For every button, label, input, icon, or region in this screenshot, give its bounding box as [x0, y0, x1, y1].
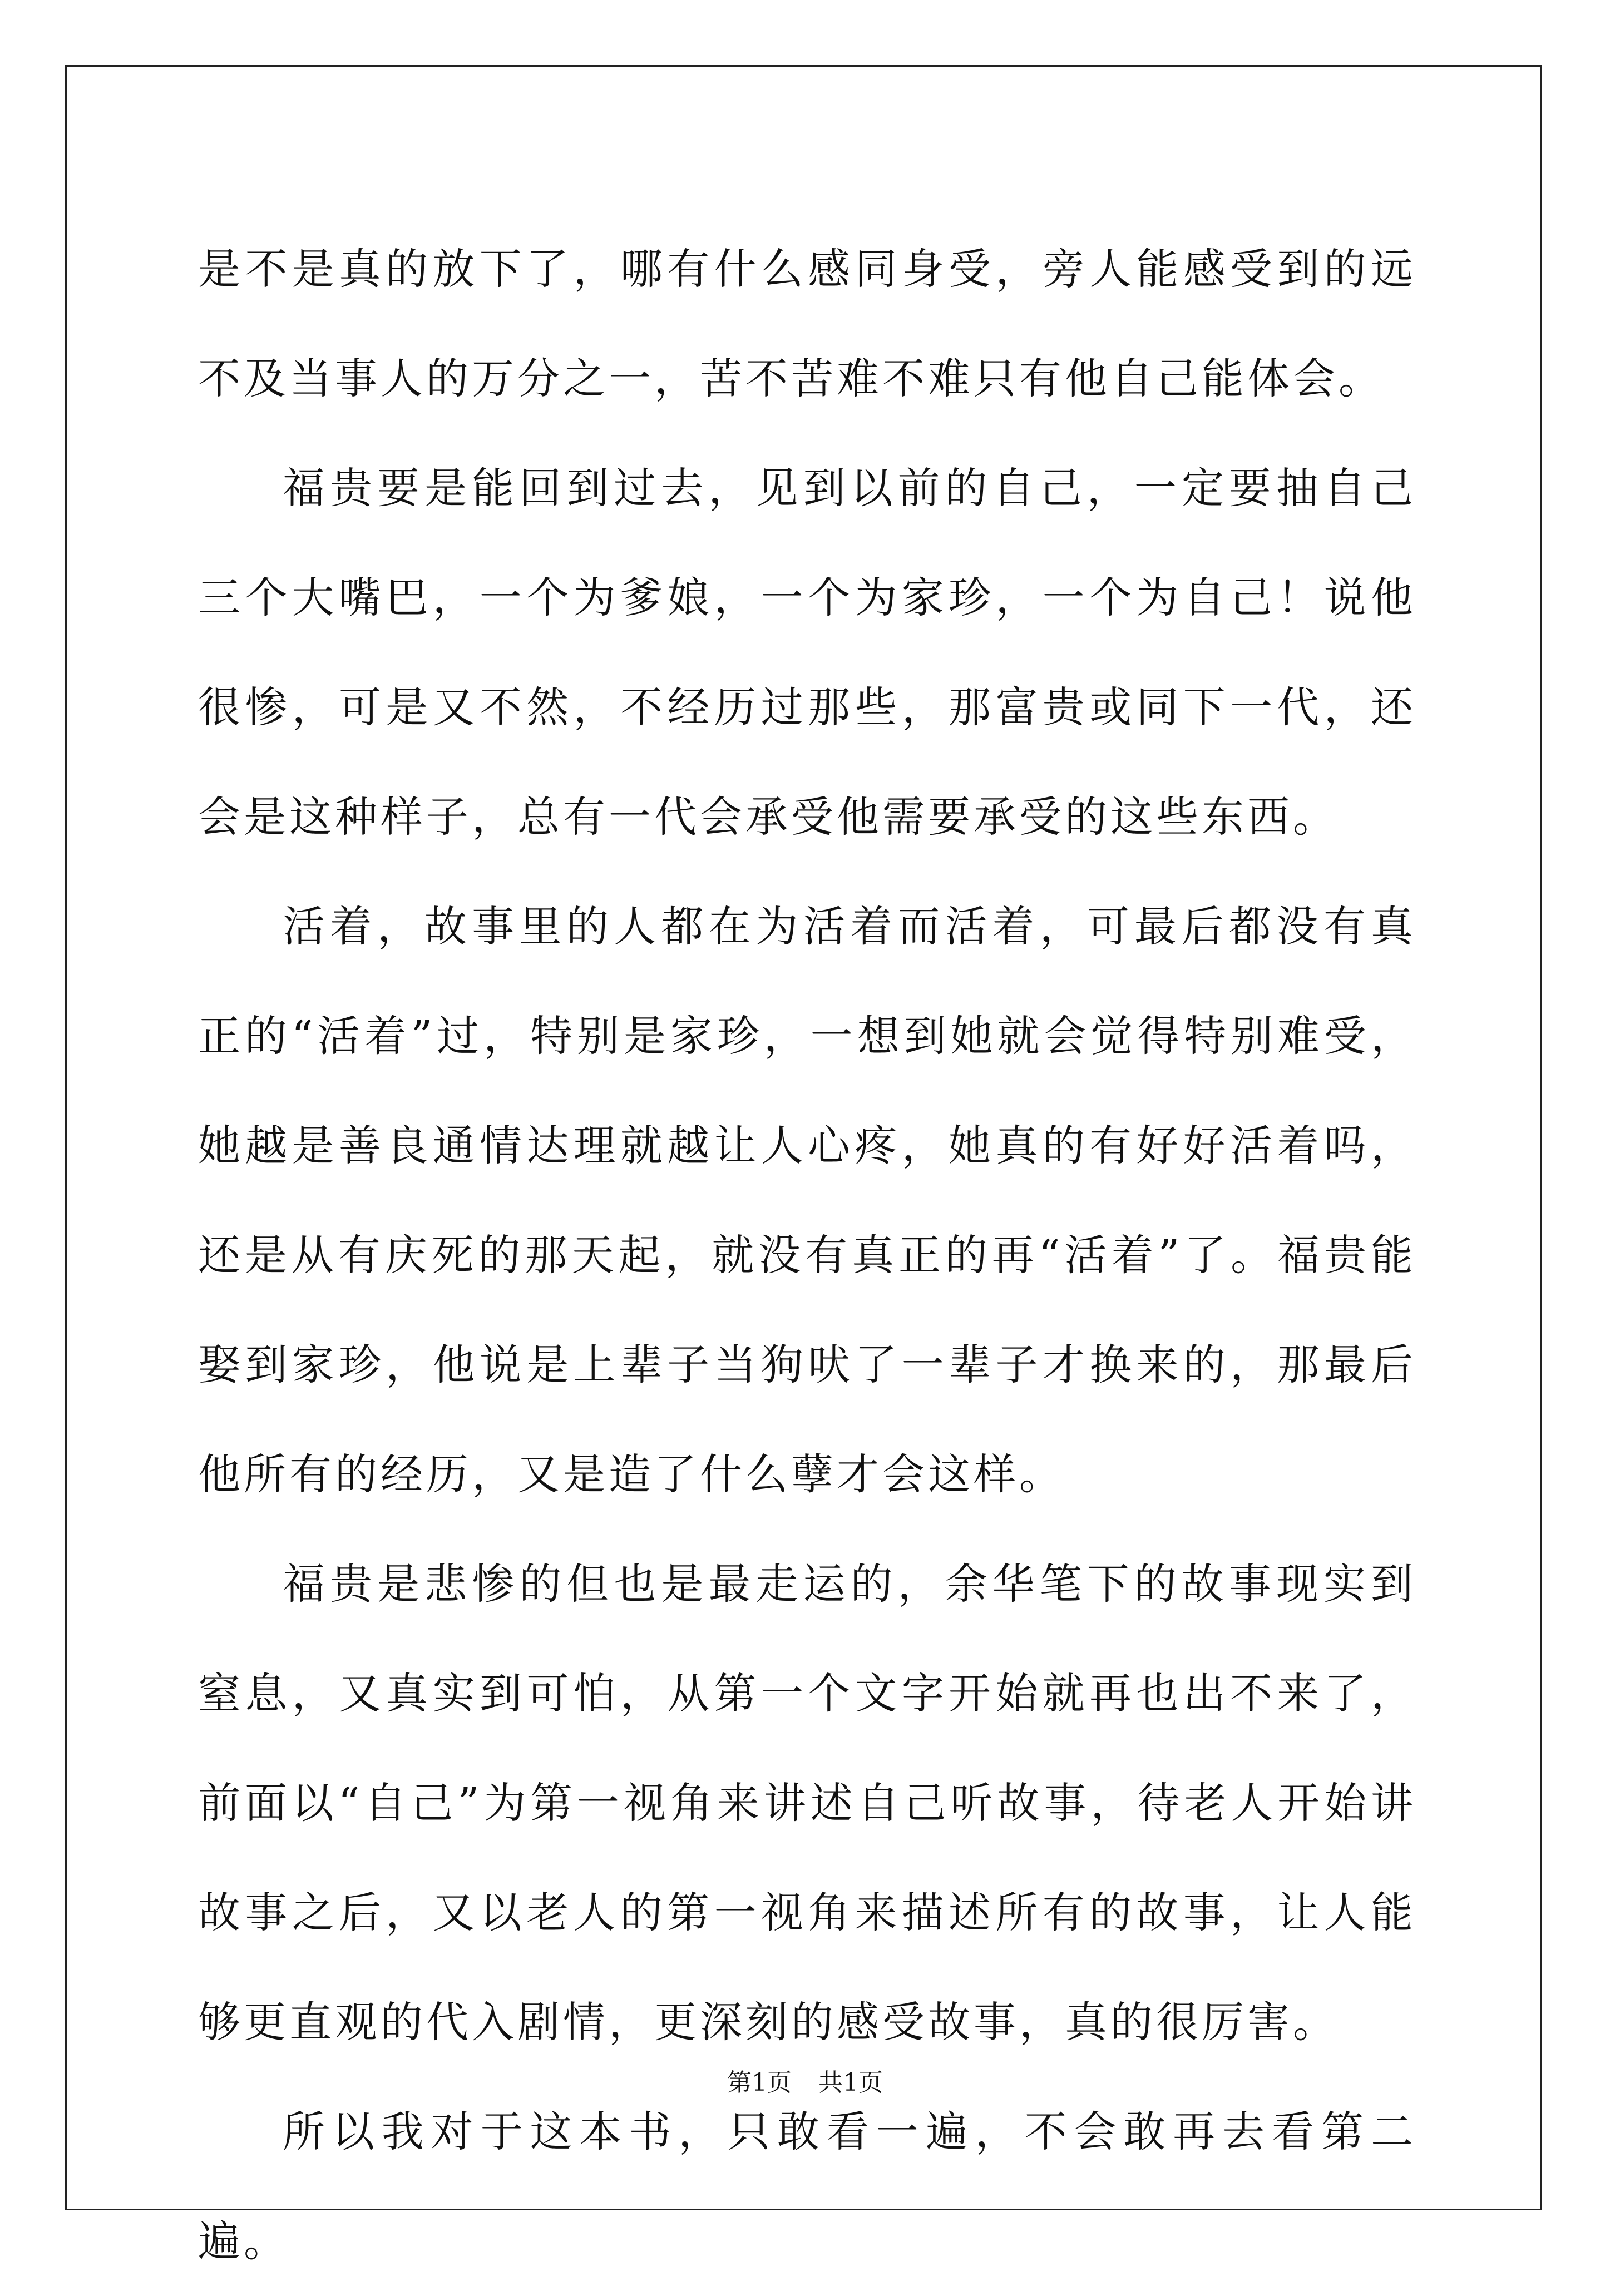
paragraph-5: 所以我对于这本书，只敢看一遍，不会敢再去看第二遍。 — [198, 2107, 1416, 2266]
page-footer — [0, 2066, 1610, 2100]
paragraph-2: 福贵要是能回到过去，见到以前的自己，一定要抽自己三个大嘴巴，一个为爹娘，一个为家珍，一个为自己！说他很惨，可是又不然，不经历过那些，那富贵或同下一代，还会是这种样子，总有一代会承受他需要承受的这些东西。 — [198, 463, 1416, 842]
page-number-total: 共1页 — [818, 2069, 883, 2097]
page-number-current: 第1页 — [727, 2069, 792, 2097]
document-body — [198, 214, 1416, 2296]
paragraph-3: 活着，故事里的人都在为活着而活着，可最后都没有真正的“活着”过，特别是家珍，一想到她就会觉得特别难受，她越是善良通情达理就越让人心疼，她真的有好好活着吗，还是从有庆死的那天起，就没有真正的再“活着”了。福贵能娶到家珍，他说是上辈子当狗吠了一辈子才换来的，那最后他所有的经历，又是造了什么孽才会这样。 — [198, 902, 1416, 1499]
paragraph-1: 是不是真的放下了，哪有什么感同身受，旁人能感受到的远不及当事人的万分之一，苦不苦难不难只有他自己能体会。 — [198, 244, 1416, 403]
paragraph-4: 福贵是悲惨的但也是最走运的，余华笔下的故事现实到窒息，又真实到可怕，从第一个文字开始就再也出不来了，前面以“自己”为第一视角来讲述自己听故事，待老人开始讲故事之后，又以老人的第一视角来描述所有的故事，让人能够更直观的代入剧情，更深刻的感受故事，真的很厉害。 — [198, 1559, 1416, 2047]
